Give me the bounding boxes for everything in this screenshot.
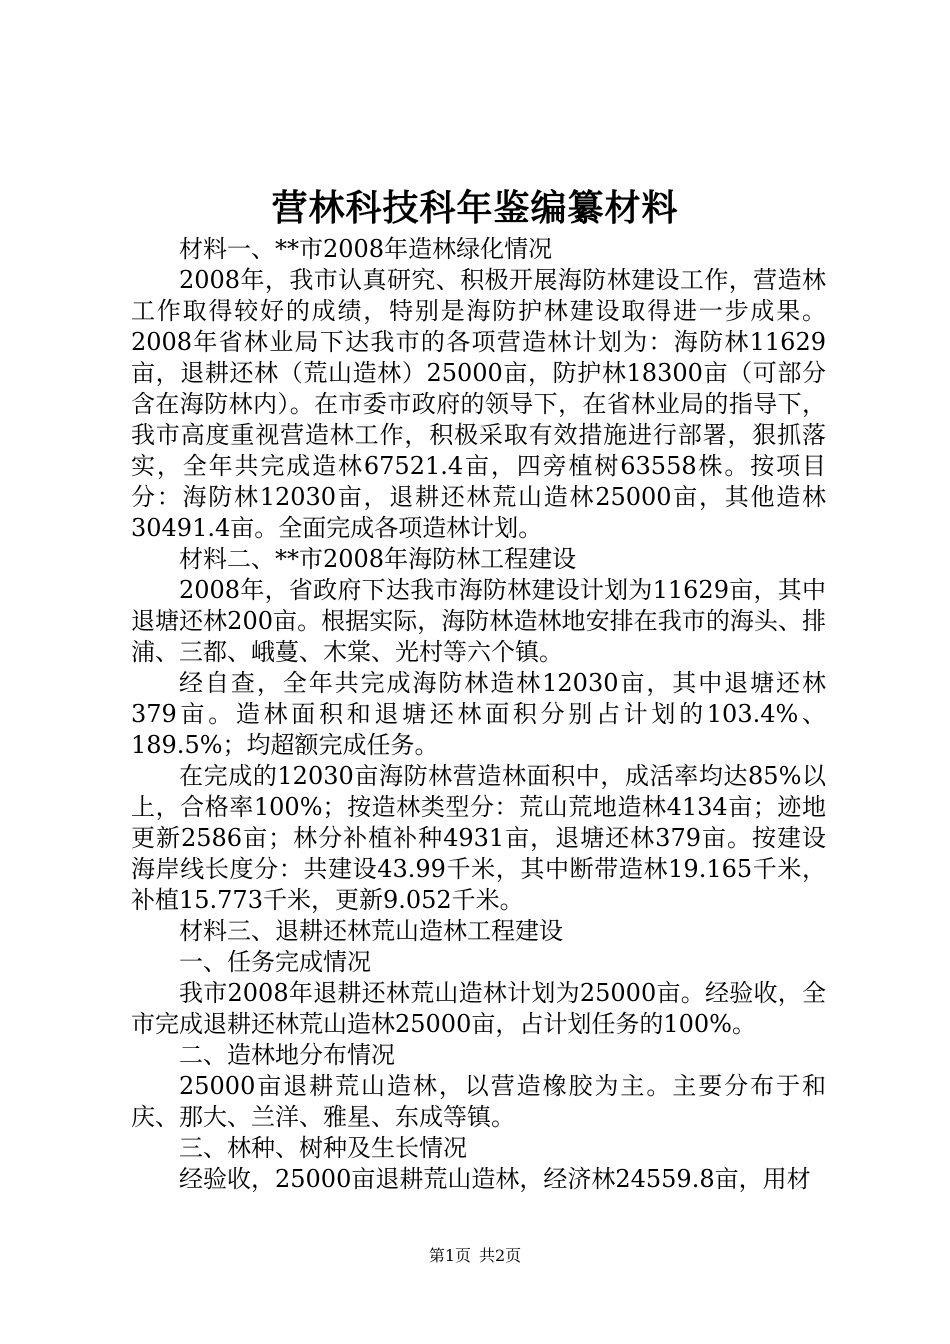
page-total: 共2页 <box>479 1246 522 1265</box>
paragraph: 在完成的12030亩海防林营造林面积中，成活率均达85%以上，合格率100%；按造林类型分：荒山荒地造林4134亩；迹地更新2586亩；林分补植补种4931亩，退塘还林379亩。按建设海岸线长度分：共建设43.99千米，其中断带造林19.165千米，补植15.773千米，更新9.052千米。 <box>131 762 826 914</box>
document-title: 营林科技科年鉴编纂材料 <box>271 187 679 229</box>
section-heading-material-2: 材料二、**市2008年海防林工程建设 <box>179 545 577 573</box>
paragraph: 25000亩退耕荒山造林，以营造橡胶为主。主要分布于和庆、那大、兰洋、雅星、东成等镇。 <box>131 1072 826 1131</box>
paragraph: 我市2008年退耕还林荒山造林计划为25000亩。经验收，全市完成退耕还林荒山造林25000亩，占计划任务的100%。 <box>131 979 826 1038</box>
subsection-heading: 二、造林地分布情况 <box>179 1041 395 1069</box>
paragraph: 经验收，25000亩退耕荒山造林，经济林24559.8亩，用材 <box>179 1165 811 1193</box>
page-number: 第1页 <box>428 1246 471 1265</box>
section-heading-material-3: 材料三、退耕还林荒山造林工程建设 <box>179 917 563 945</box>
paragraph: 2008年，省政府下达我市海防林建设计划为11629亩，其中退塘还林200亩。根据实际，海防林造林地安排在我市的海头、排浦、三都、峨蔓、木棠、光村等六个镇。 <box>131 576 826 666</box>
subsection-heading: 三、林种、树种及生长情况 <box>179 1134 467 1162</box>
section-heading-material-1: 材料一、**市2008年造林绿化情况 <box>179 235 553 263</box>
subsection-heading: 一、任务完成情况 <box>179 948 371 976</box>
paragraph: 2008年，我市认真研究、积极开展海防林建设工作，营造林工作取得较好的成绩，特别是海防护林建设取得进一步成果。2008年省林业局下达我市的各项营造林计划为：海防林11629亩，退耕还林（荒山造林）25000亩，防护林18300亩（可部分含在海防林内）。在市委市政府的领导下，在省林业局的指导下，我市高度重视营造林工作，积极采取有效措施进行部署，狠抓落实，全年共完成造林67521.4亩，四旁植树63558株。按项目分：海防林12030亩，退耕还林荒山造林25000亩，其他造林30491.4亩。全面完成各项造林计划。 <box>131 266 826 542</box>
paragraph: 经自查，全年共完成海防林造林12030亩，其中退塘还林379亩。造林面积和退塘还林面积分别占计划的103.4%、189.5%；均超额完成任务。 <box>131 669 826 759</box>
page-footer <box>0 1245 950 1267</box>
document-body <box>131 234 826 1195</box>
